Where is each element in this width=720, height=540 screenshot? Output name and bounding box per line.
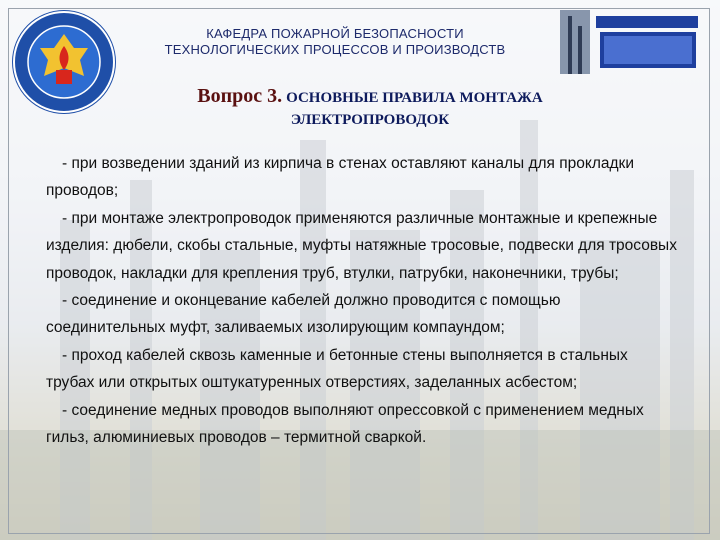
question-title-line-2: ЭЛЕКТРОПРОВОДОК (290, 112, 450, 128)
list-item: - при монтаже электропроводок применяются различные монтажные и крепежные изделия: дюбели, скобы стальные, муфты натяжные тросовые, подвески для тросовых проводок, накладки для крепления труб, втулки, патрубки, наконечники, трубы; (46, 209, 677, 282)
department-line-2: ТЕХНОЛОГИЧЕСКИХ ПРОЦЕССОВ И ПРОИЗВОДСТВ (164, 42, 506, 57)
list-item: - при возведении зданий из кирпича в стенах оставляют каналы для прокладки проводов; (46, 155, 634, 200)
list-item: - соединение медных проводов выполняют опрессовкой с применением медных гильз, алюминиевых проводов – термитной сваркой. (46, 401, 644, 447)
question-heading (130, 86, 610, 129)
list-item: - соединение и оконцевание кабелей должно проводится с помощью соединительных муфт, заливаемых изолирующим компаундом; (46, 292, 561, 337)
department-line-1: КАФЕДРА ПОЖАРНОЙ БЕЗОПАСНОСТИ (206, 26, 464, 41)
question-number: Вопрос 3. (197, 85, 283, 107)
question-title-line-1: ОСНОВНЫЕ ПРАВИЛА МОНТАЖА (286, 90, 543, 106)
university-emblem-icon (10, 8, 118, 116)
list-item: - проход кабелей сквозь каменные и бетонные стены выполняется в стальных трубах или открытых оштукатуренных отверстиях, заделанных асбестом; (46, 346, 628, 392)
department-logo-icon (560, 10, 700, 74)
department-header (130, 26, 540, 58)
rules-list (46, 150, 678, 451)
